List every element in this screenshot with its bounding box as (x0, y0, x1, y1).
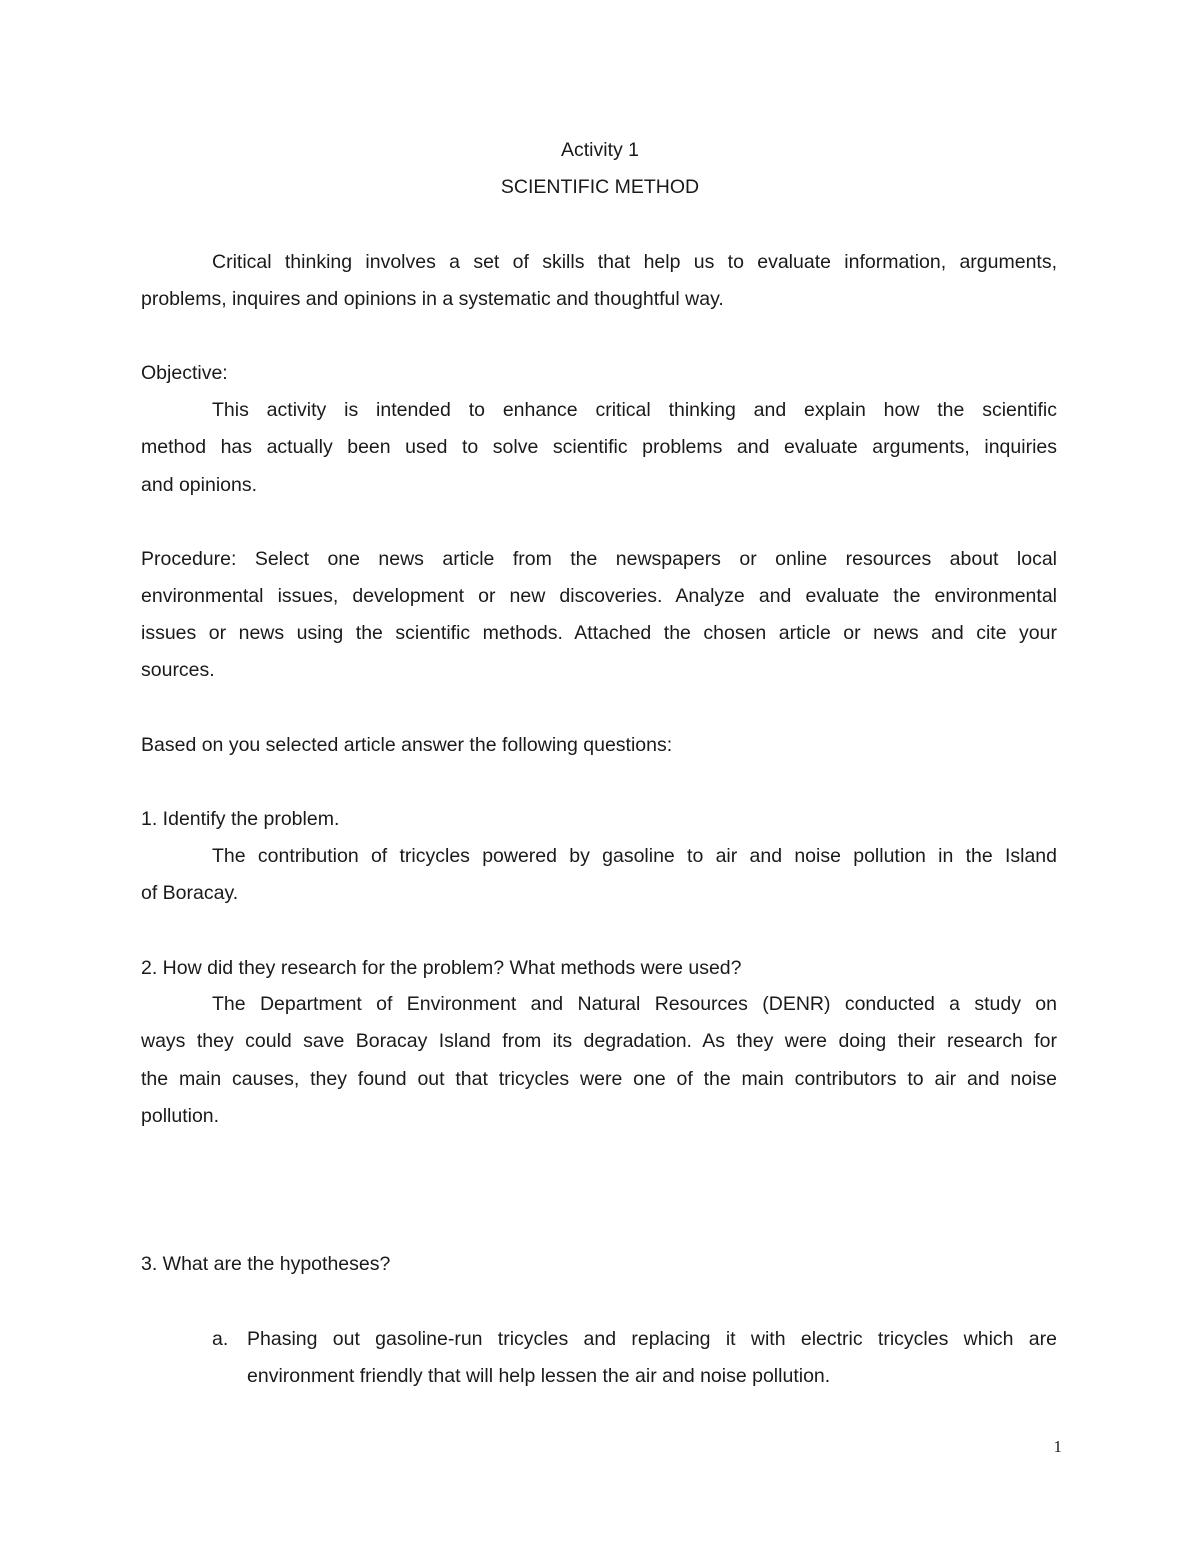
procedure-line-3: issues or news using the scientific methods. Attached the chosen article or news and cite your (141, 622, 1057, 644)
question-3: 3. What are the hypotheses? (141, 1253, 391, 1275)
answer-2-line-4: pollution. (141, 1105, 220, 1127)
objective-line-1: This activity is intended to enhance critical thinking and explain how the scientific (212, 399, 1057, 421)
question-2: 2. How did they research for the problem? What methods were used? (141, 957, 742, 979)
answer-2-line-1: The Department of Environment and Natural Resources (DENR) conducted a study on (212, 993, 1057, 1015)
objective-line-2: method has actually been used to solve scientific problems and evaluate arguments, inquiries (141, 436, 1057, 458)
procedure-line-1: Procedure: Select one news article from the newspapers or online resources about local (141, 548, 1057, 570)
hypothesis-a-line-1: Phasing out gasoline-run tricycles and replacing it with electric tricycles which are (247, 1328, 1057, 1350)
answer-2-line-2: ways they could save Boracay Island from its degradation. As they were doing their research for (141, 1030, 1057, 1052)
objective-label: Objective: (141, 362, 228, 384)
intro-line-2: problems, inquires and opinions in a systematic and thoughtful way. (141, 288, 724, 310)
procedure-line-4: sources. (141, 659, 215, 681)
activity-heading: Activity 1 (560, 139, 640, 161)
document-title: SCIENTIFIC METHOD (500, 176, 700, 198)
answer-2-line-3: the main causes, they found out that tricycles were one of the main contributors to air and noise (141, 1068, 1057, 1090)
intro-line-1: Critical thinking involves a set of skills that help us to evaluate information, arguments, (212, 251, 1057, 273)
procedure-line-2: environmental issues, development or new discoveries. Analyze and evaluate the environmental (141, 585, 1057, 607)
answer-1-line-1: The contribution of tricycles powered by gasoline to air and noise pollution in the Island (212, 845, 1057, 867)
hypothesis-a-marker: a. (212, 1328, 229, 1350)
hypothesis-a-line-2: environment friendly that will help lessen the air and noise pollution. (247, 1365, 831, 1387)
answer-1-line-2: of Boracay. (141, 882, 239, 904)
question-1: 1. Identify the problem. (141, 808, 340, 830)
page-number: 1 (1053, 1437, 1062, 1456)
objective-line-3: and opinions. (141, 474, 258, 496)
instruction-text: Based on you selected article answer the following questions: (141, 734, 673, 756)
